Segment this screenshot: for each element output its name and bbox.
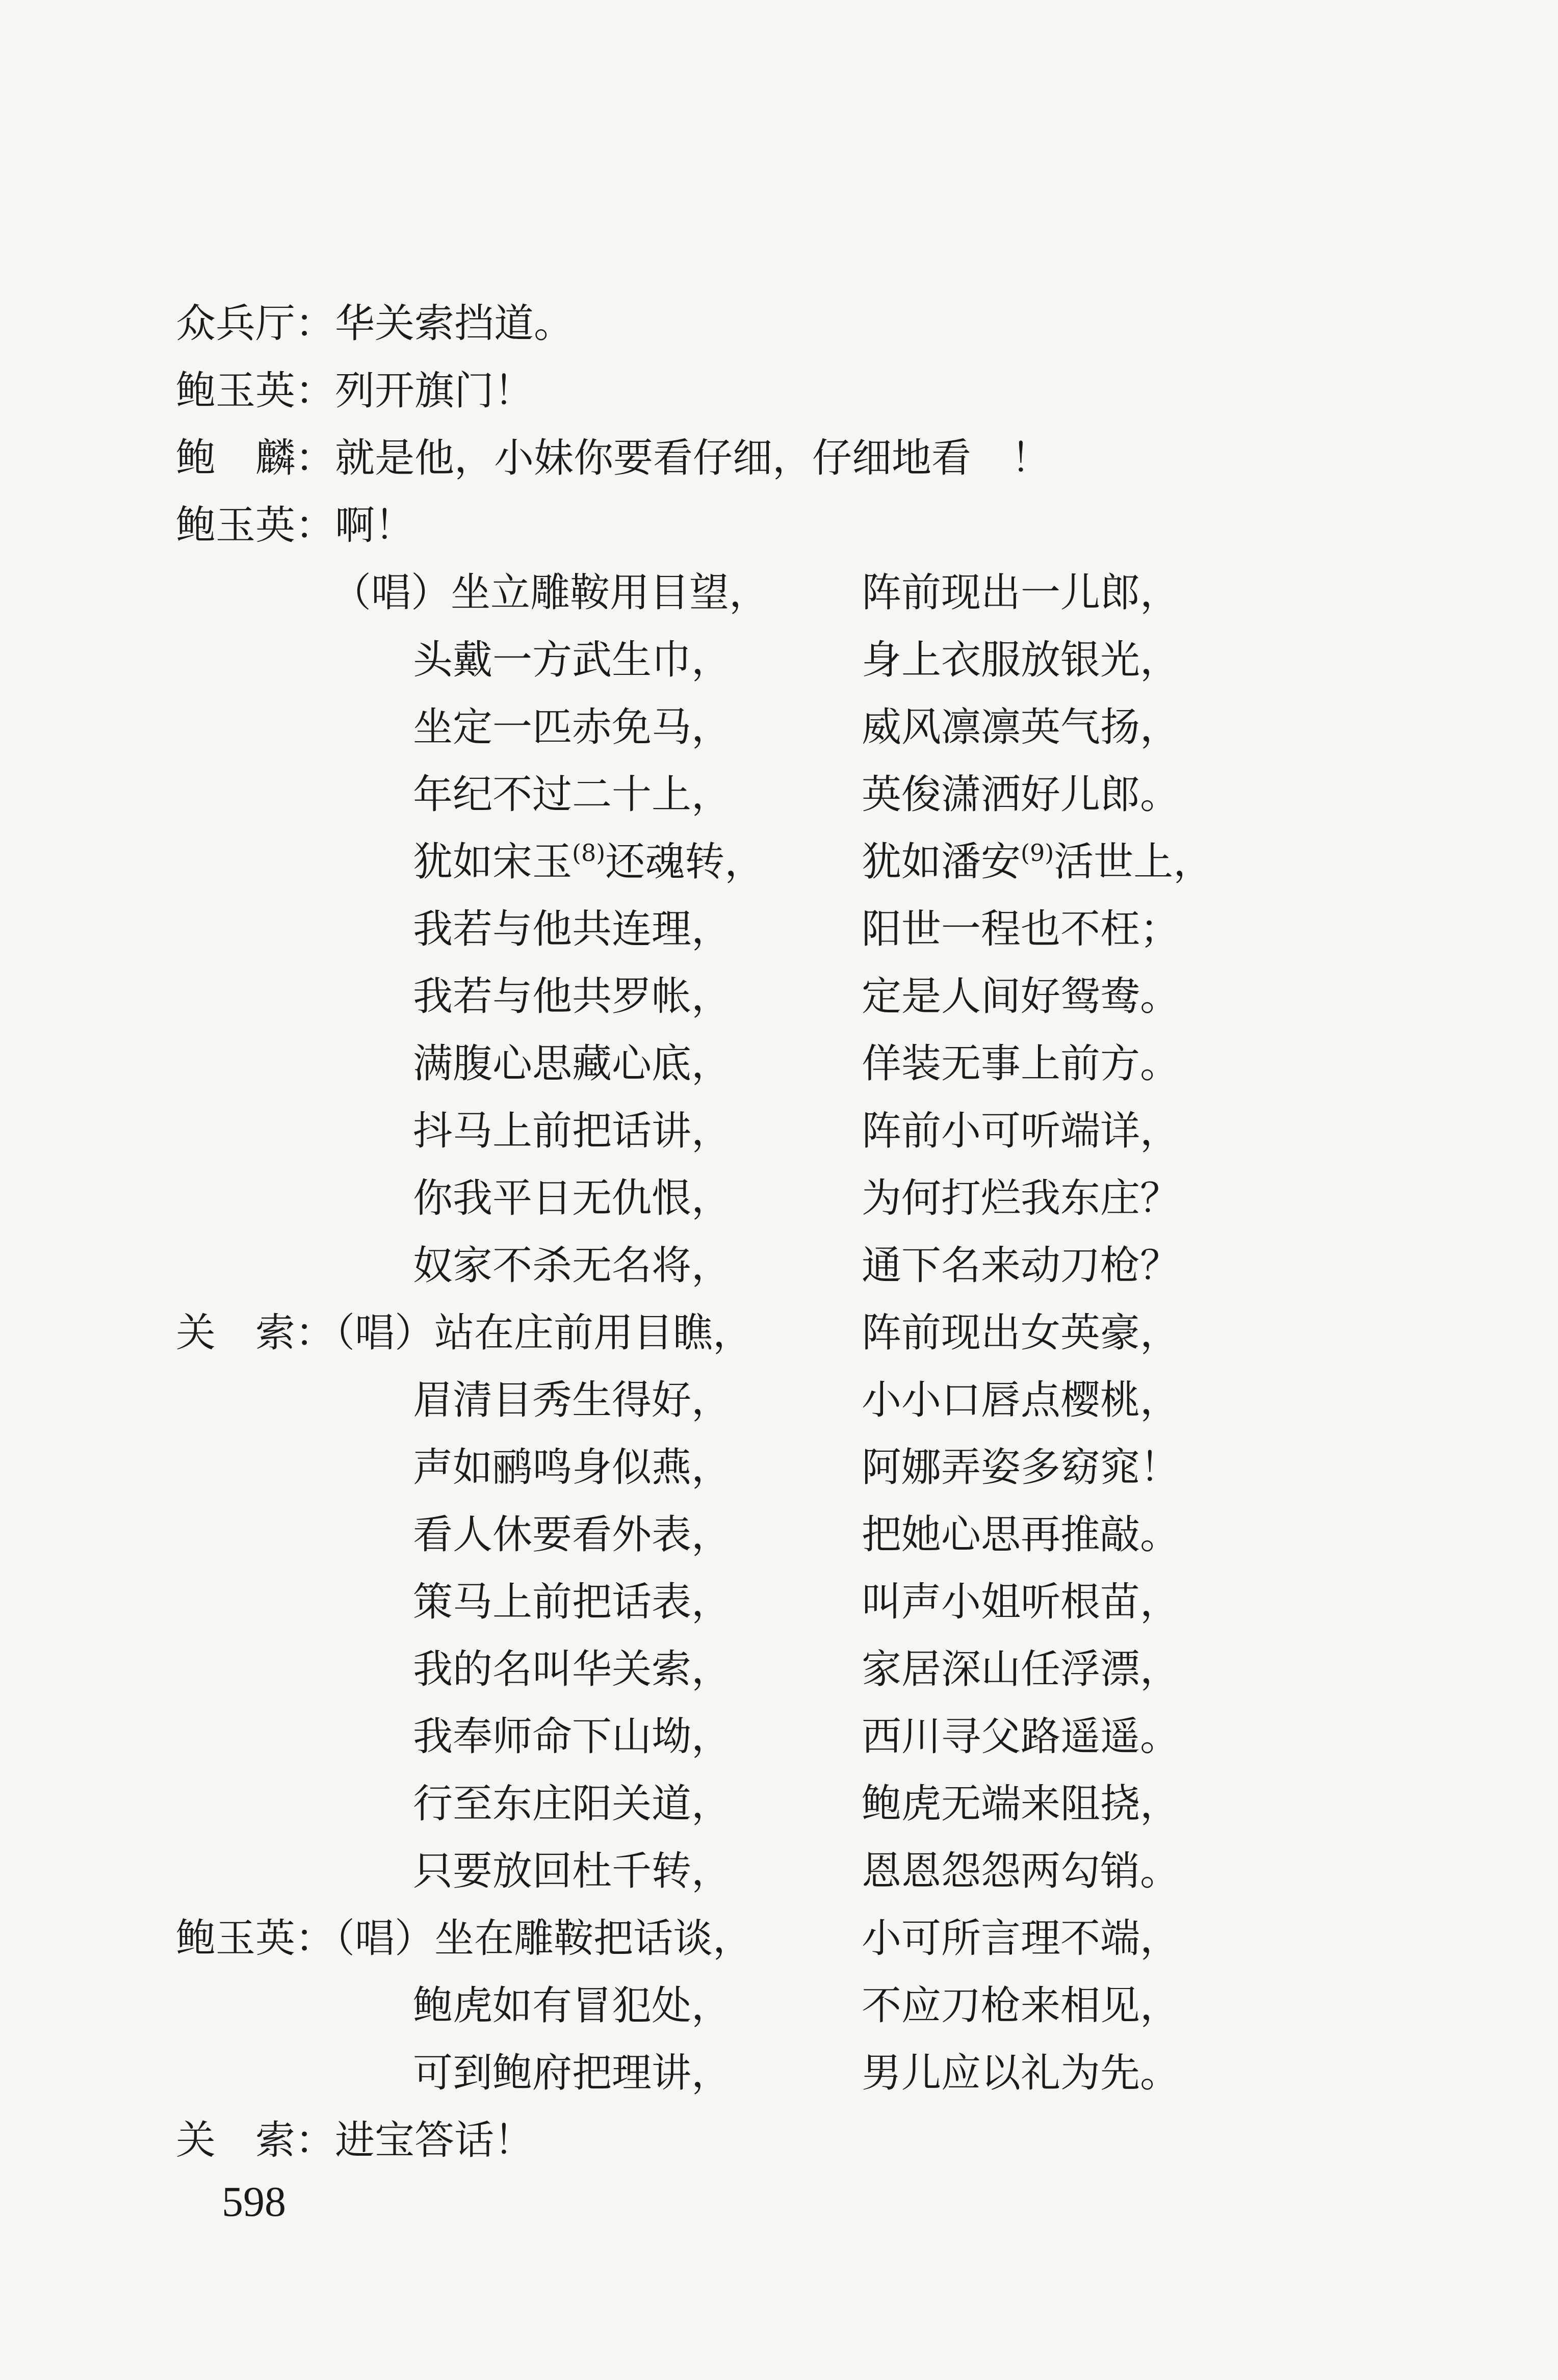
verse-text: 坐在雕鞍把话谈， xyxy=(434,1916,753,1961)
speaker-name: 鲍玉英 xyxy=(176,368,296,414)
verse-right: 威风凛凛英气扬， xyxy=(862,704,1180,750)
speaker-name: 鲍 麟 xyxy=(176,435,296,481)
verse-right: 英俊潇洒好儿郎。 xyxy=(862,772,1180,818)
verse-right: 为何打烂我东庄？ xyxy=(862,1175,1180,1221)
dialogue-text: 华关索挡道。 xyxy=(335,301,574,347)
verse-right: 小小口唇点樱桃， xyxy=(862,1377,1180,1423)
dialogue-text: 列开旗门！ xyxy=(335,368,534,414)
verse-left xyxy=(413,828,764,897)
verse-left xyxy=(331,559,769,627)
sing-marker: （唱） xyxy=(331,570,451,616)
verse-right: 定是人间好鸳鸯。 xyxy=(862,974,1180,1019)
verse-left: 鲍玉英：（唱）坐在雕鞍把话谈， xyxy=(176,1916,753,1961)
verse-right: 男儿应以礼为先。 xyxy=(862,2050,1180,2096)
verse-right: 把她心思再推敲。 xyxy=(862,1512,1180,1558)
verse-right: 阵前小可听端详， xyxy=(862,1108,1180,1154)
verse-text: 还魂转， xyxy=(605,839,765,885)
verse-right: 阵前现出女英豪， xyxy=(862,1310,1180,1356)
dialogue-line: 鲍玉英：啊！ xyxy=(176,503,415,548)
verse-left: 年纪不过二十上， xyxy=(413,772,732,818)
verse-right: 阿娜弄姿多窈窕！ xyxy=(862,1445,1180,1490)
verse-right: 身上衣服放银光， xyxy=(862,637,1180,683)
footnote-marker: (8) xyxy=(572,839,606,867)
verse-left: 我的名叫华关索， xyxy=(413,1646,732,1692)
sing-marker: （唱） xyxy=(335,1310,435,1356)
verse-left: 行至东庄阳关道， xyxy=(413,1781,732,1827)
speaker-name: 鲍玉英 xyxy=(176,1916,296,1961)
verse-left: 声如鹂鸣身似燕， xyxy=(413,1445,732,1490)
dialogue-line: 鲍 麟：就是他，小妹你要看仔细，仔细地看 ！ xyxy=(176,435,1051,481)
verse-right: 阳世一程也不枉； xyxy=(862,906,1180,952)
verse-left: 关 索：（唱）站在庄前用目瞧， xyxy=(176,1310,753,1356)
speaker-name: 关 索 xyxy=(176,2117,296,2163)
dialogue-text: 进宝答话！ xyxy=(335,2117,534,2163)
dialogue-line: 关 索：进宝答话！ xyxy=(176,2117,534,2163)
footnote-marker: (9) xyxy=(1021,839,1054,867)
dialogue-text: 就是他，小妹你要看仔细，仔细地看 ！ xyxy=(335,435,1051,481)
verse-left: 奴家不杀无名将， xyxy=(413,1243,732,1289)
verse-right: 恩恩怨怨两勾销。 xyxy=(862,1848,1180,1894)
dialogue-line: 鲍玉英：列开旗门！ xyxy=(176,368,534,414)
verse-right xyxy=(862,828,1213,897)
verse-left: 我若与他共罗帐， xyxy=(413,974,732,1019)
speaker-name: 关 索 xyxy=(176,1310,296,1356)
verse-text: 坐立雕鞍用目望， xyxy=(451,570,769,616)
verse-left: 策马上前把话表， xyxy=(413,1579,732,1625)
verse-left: 坐定一匹赤免马， xyxy=(413,704,732,750)
verse-right: 家居深山任浮漂， xyxy=(862,1646,1180,1692)
verse-left: 鲍虎如有冒犯处， xyxy=(413,1983,732,2029)
verse-left: 我若与他共连理， xyxy=(413,906,732,952)
dialogue-line: 众兵厅：华关索挡道。 xyxy=(176,301,574,347)
verse-text: 犹如宋玉 xyxy=(413,839,573,885)
verse-left: 满腹心思藏心底， xyxy=(413,1041,732,1087)
verse-left: 我奉师命下山坳， xyxy=(413,1714,732,1760)
verse-left: 你我平日无仇恨， xyxy=(413,1175,732,1221)
verse-right: 叫声小姐听根苗， xyxy=(862,1579,1180,1625)
verse-left: 看人休要看外表， xyxy=(413,1512,732,1558)
verse-text: 活世上， xyxy=(1054,839,1213,885)
verse-text: 站在庄前用目瞧， xyxy=(434,1310,753,1356)
verse-right: 西川寻父路遥遥。 xyxy=(862,1714,1180,1760)
verse-right: 鲍虎无端来阻挠， xyxy=(862,1781,1180,1827)
verse-right: 佯装无事上前方。 xyxy=(862,1041,1180,1087)
verse-right: 阵前现出一儿郎， xyxy=(862,570,1180,616)
verse-right: 不应刀枪来相见， xyxy=(862,1983,1180,2029)
verse-left: 只要放回杜千转， xyxy=(413,1848,732,1894)
verse-left: 抖马上前把话讲， xyxy=(413,1108,732,1154)
verse-right: 小可所言理不端， xyxy=(862,1916,1180,1961)
page-number: 598 xyxy=(222,2178,286,2226)
sing-marker: （唱） xyxy=(335,1916,435,1961)
dialogue-text: 啊！ xyxy=(335,503,415,548)
verse-left: 头戴一方武生巾， xyxy=(413,637,732,683)
verse-left: 眉清目秀生得好， xyxy=(413,1377,732,1423)
speaker-name: 众兵厅 xyxy=(176,301,296,347)
speaker-name: 鲍玉英 xyxy=(176,503,296,548)
verse-left: 可到鲍府把理讲， xyxy=(413,2050,732,2096)
verse-text: 犹如潘安 xyxy=(862,839,1021,885)
verse-right: 通下名来动刀枪？ xyxy=(862,1243,1180,1289)
